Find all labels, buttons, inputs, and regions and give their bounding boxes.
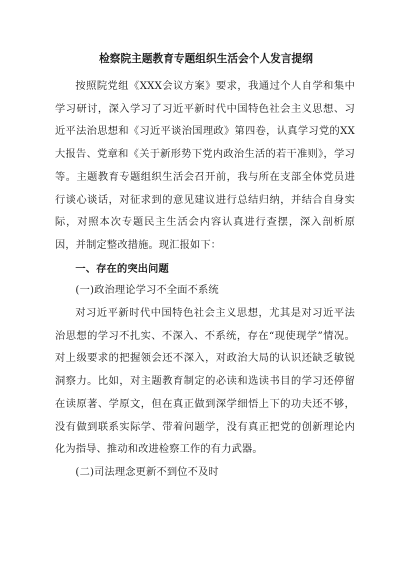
section-heading-problems: 一、存在的突出问题 <box>75 262 169 275</box>
subsection-heading-1: (一)政治理论学习不全面不系统 <box>75 285 219 297</box>
subsection-paragraph-1: 对习近平新时代中国特色社会主义思想，尤其是对习近平法治思想的学习不扎实、不深入、不系统，存在“现使现学”情况。对上级要求的把握领会还不深入，对政治大局的认识还缺乏敏锐洞察力。比如，对主题教育制定的必读和选读书目的学习还停留在读原著、学原文，但在真正做到深学细悟上下的功夫还不够，没有做到联系实际学、带着问题学，没有真正把党的创新理论内化为指导、推动和改进检察工作的有力武器。 <box>55 308 355 456</box>
subsection-heading-2: (二)司法理念更新不到位不及时 <box>75 466 219 478</box>
intro-paragraph: 按照院党组《XXX会议方案》要求，我通过个人自学和集中学习研讨，深入学习了习近平新时代中国特色社会主义思想、习近平法治思想和《习近平谈治国理政》第四卷，认真学习党的XX大报告、党章和《关于新形势下党内政治生活的若干准则》，学习等。主题教育专题组织生活会召开前，我与所在支部全体党员进行谈心谈话，对征求到的意见建议进行总结归纳，并结合自身实际，对照本次专题民主生活会内容认真进行查摆，深入剖析原因，并制定整改措施。现汇报如下： <box>55 81 355 251</box>
document-body <box>55 76 355 485</box>
document-title: 检察院主题教育专题组织生活会个人发言提纲 <box>99 53 313 65</box>
